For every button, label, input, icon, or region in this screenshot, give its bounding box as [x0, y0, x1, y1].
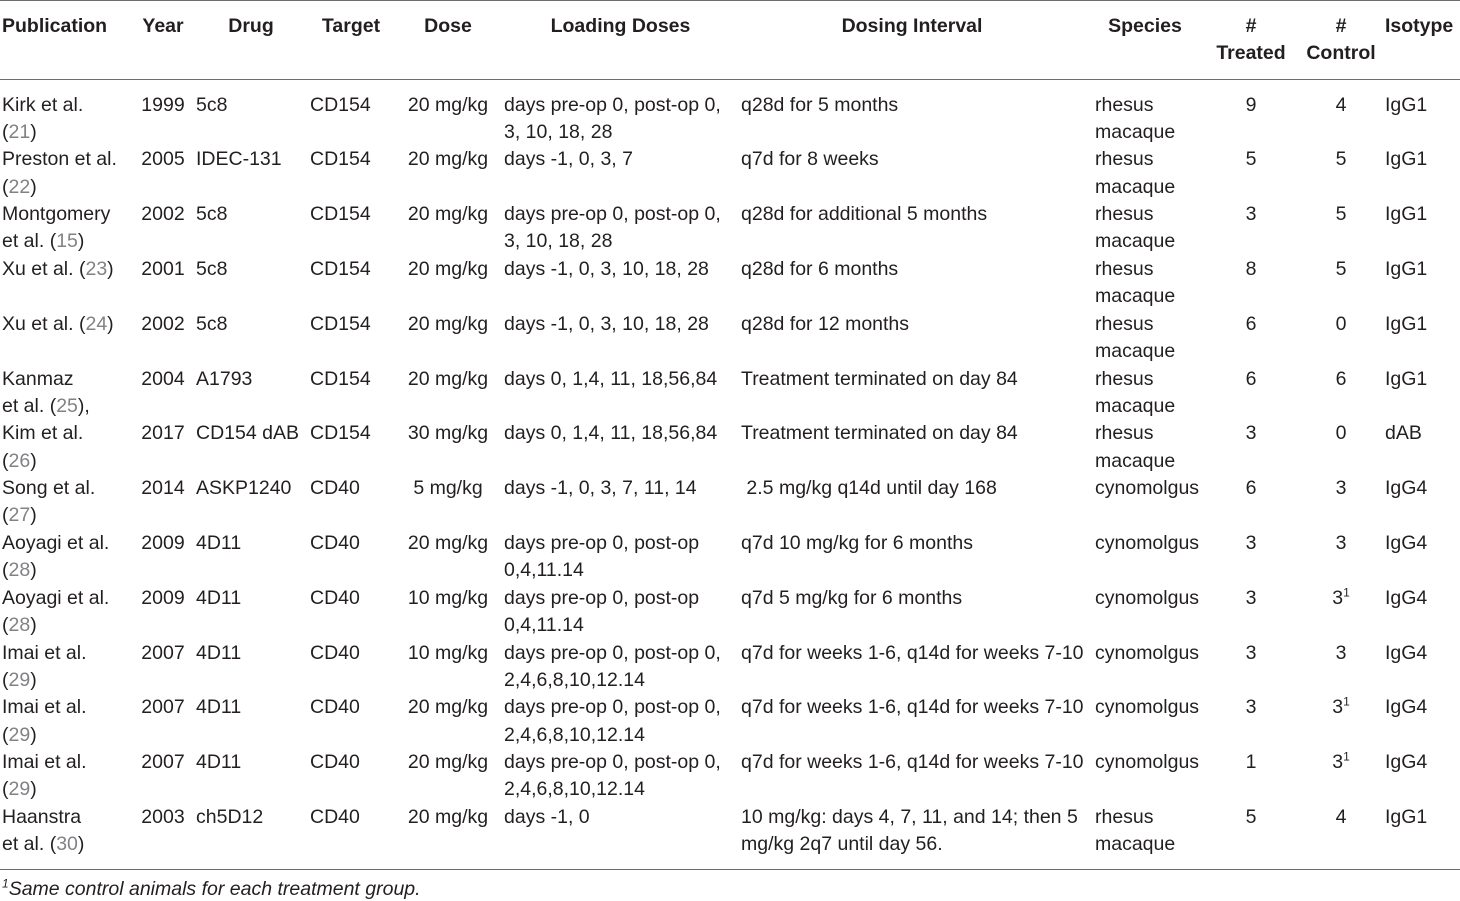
publication-prefix: ( [2, 449, 9, 472]
cell-isotype: IgG4 [1385, 531, 1428, 554]
control-count: 5 [1335, 257, 1347, 280]
publication-suffix: ) [30, 559, 37, 582]
cell-drug: 5c8 [196, 312, 228, 335]
reference-link[interactable]: 24 [85, 312, 108, 335]
cell-treated: 9 [1245, 93, 1257, 116]
publication-author: Preston et al. [2, 148, 117, 171]
cell-treated: 3 [1245, 203, 1257, 226]
cell-target: CD154 [310, 422, 371, 445]
cell-dosing-interval: q7d for 8 weeks [741, 148, 879, 171]
cell-species: cynomolgus [1095, 696, 1200, 719]
reference-link[interactable]: 27 [8, 504, 31, 527]
cell-isotype: IgG4 [1385, 641, 1428, 664]
header-species [1085, 1, 1205, 80]
publication-author: Kirk et al. [2, 93, 84, 116]
reference-link[interactable]: 23 [85, 257, 108, 280]
control-count: 4 [1335, 93, 1347, 116]
publication-prefix: ( [2, 175, 9, 198]
reference-link[interactable]: 22 [8, 175, 31, 198]
cell-target: CD154 [310, 257, 371, 280]
reference-link[interactable]: 29 [8, 723, 31, 746]
cell-drug: ch5D12 [194, 804, 308, 869]
publication-prefix: et al. ( [2, 394, 57, 417]
cell-isotype: IgG4 [1385, 477, 1428, 500]
publication-suffix: ) [107, 257, 114, 280]
cell-target: CD40 [308, 804, 394, 869]
cell-species: cynomolgus [1095, 586, 1200, 609]
publication-author: Imai et al. [2, 641, 87, 664]
cell-drug: CD154 dAB [196, 422, 299, 445]
cell-treated: 6 [1245, 367, 1257, 390]
header-isotype: Isotype [1385, 1, 1460, 80]
cell-species: rhesus macaque [1095, 312, 1176, 363]
cell-isotype: IgG1 [1385, 148, 1428, 171]
cell-loading-doses: days -1, 0, 3, 7, 11, 14 [504, 477, 697, 500]
cell-loading-doses: days 0, 1,4, 11, 18,56,84 [504, 367, 718, 390]
cell-target: CD40 [310, 586, 360, 609]
cell-loading-doses: days pre-op 0, post-op 0,4,11.14 [504, 586, 700, 637]
publication-author: Aoyagi et al. [2, 586, 110, 609]
cell-publication [0, 311, 132, 366]
cell-species: rhesus macaque [1085, 804, 1205, 869]
cell-dose: 20 mg/kg [407, 696, 489, 719]
cell-dose: 20 mg/kg [407, 312, 489, 335]
cell-publication [0, 201, 132, 256]
cell-dosing-interval: Treatment terminated on day 84 [741, 422, 1018, 445]
cell-publication [0, 640, 132, 695]
table-row [0, 311, 1460, 366]
cell-isotype: IgG4 [1385, 696, 1428, 719]
header-treated-line2: Treated [1216, 42, 1286, 65]
publication-author: Xu et al. ( [2, 312, 86, 335]
cell-control [1297, 530, 1385, 585]
cell-publication [0, 585, 132, 640]
cell-dose: 30 mg/kg [407, 422, 489, 445]
publication-suffix: ) [77, 230, 85, 253]
cell-drug: 4D11 [196, 751, 242, 774]
table-row [0, 749, 1460, 804]
cell-treated: 1 [1245, 751, 1257, 774]
header-row [0, 1, 1460, 80]
cell-dose: 20 mg/kg [407, 257, 489, 280]
cell-species: rhesus macaque [1095, 93, 1176, 143]
publication-suffix: ) [30, 614, 37, 637]
control-count: 6 [1335, 367, 1347, 390]
cell-dosing-interval: q28d for 6 months [741, 257, 899, 280]
cell-dosing-interval: 2.5 mg/kg q14d until day 168 [741, 477, 997, 500]
control-count: 3 [1335, 641, 1347, 664]
publication-prefix: ( [2, 120, 9, 143]
cell-species: cynomolgus [1095, 641, 1200, 664]
cell-treated: 3 [1245, 586, 1257, 609]
header-dosing-interval: Dosing Interval [739, 1, 1085, 80]
cell-drug: IDEC-131 [196, 148, 282, 171]
cell-species: cynomolgus [1095, 531, 1200, 554]
cell-year: 2001 [141, 257, 185, 280]
cell-publication [0, 694, 132, 749]
table-row [0, 475, 1460, 530]
cell-publication [0, 420, 132, 475]
publication-author: Xu et al. ( [2, 257, 86, 280]
publication-author: Song et al. [2, 477, 96, 500]
cell-loading-doses: days pre-op 0, post-op 0, 3, 10, 18, 28 [504, 93, 721, 143]
cell-species: rhesus macaque [1095, 257, 1176, 308]
cell-dosing-interval: q7d for weeks 1-6, q14d for weeks 7-10 [741, 641, 1084, 664]
cell-publication [0, 475, 132, 530]
cell-target: CD154 [310, 148, 371, 171]
header-loading-doses: Loading Doses [502, 1, 739, 80]
cell-drug: 4D11 [196, 641, 242, 664]
cell-treated: 6 [1245, 477, 1257, 500]
cell-target: CD40 [310, 696, 360, 719]
header-control-line1: # [1335, 15, 1347, 37]
control-count: 5 [1335, 203, 1347, 226]
publication-prefix: ( [2, 723, 9, 746]
table-row [0, 530, 1460, 585]
table-row [0, 201, 1460, 256]
reference-link[interactable]: 29 [8, 668, 31, 691]
publication-author: Montgomery [2, 203, 111, 226]
table-row [0, 420, 1460, 475]
cell-loading-doses: days -1, 0, 3, 7 [504, 148, 633, 171]
cell-loading-doses: days pre-op 0, post-op 0, 3, 10, 18, 28 [504, 203, 721, 253]
reference-link[interactable]: 21 [8, 120, 31, 143]
cell-loading-doses: days -1, 0, 3, 10, 18, 28 [504, 312, 709, 335]
cell-dosing-interval: 10 mg/kg: days 4, 7, 11, and 14; then 5 mg/kg 2q7 until day 56. [739, 804, 1085, 869]
table-row [0, 694, 1460, 749]
cell-loading-doses: days pre-op 0, post-op 0,4,11.14 [504, 531, 700, 582]
cell-drug: A1793 [196, 367, 253, 390]
control-count: 3 [1335, 477, 1347, 500]
reference-link[interactable]: 30 [56, 833, 78, 856]
control-footnote-marker: 1 [1343, 585, 1350, 600]
control-count: 3 [1335, 531, 1347, 554]
cell-year: 2004 [141, 367, 185, 390]
cell-control [1297, 585, 1385, 640]
header-target: Target [308, 1, 394, 80]
header-publication: Publication [0, 1, 132, 80]
cell-dose: 20 mg/kg [407, 531, 489, 554]
cell-isotype: IgG4 [1385, 751, 1428, 774]
publication-author: Aoyagi et al. [2, 531, 110, 554]
publication-prefix: ( [2, 614, 9, 637]
cell-year: 1999 [141, 93, 185, 116]
cell-dosing-interval: q28d for 5 months [741, 93, 899, 116]
cell-treated: 3 [1245, 641, 1257, 664]
control-count: 0 [1335, 422, 1347, 445]
cell-treated: 8 [1245, 257, 1257, 280]
control-count: 3 [1332, 586, 1344, 609]
cell-dose: 10 mg/kg [407, 641, 489, 664]
cell-control [1297, 640, 1385, 695]
cell-target: CD154 [310, 93, 371, 116]
cell-drug: 5c8 [196, 93, 228, 116]
header-drug: Drug [194, 1, 308, 80]
cell-isotype: IgG1 [1385, 257, 1428, 280]
reference-link[interactable]: 28 [8, 559, 31, 582]
cell-dose: 20 mg/kg [394, 804, 502, 869]
reference-link[interactable]: 25 [56, 394, 78, 417]
cell-drug: 4D11 [196, 696, 242, 719]
cell-treated: 3 [1245, 696, 1257, 719]
cell-species: cynomolgus [1095, 751, 1200, 774]
cell-treated: 6 [1245, 312, 1257, 335]
table-row [0, 256, 1460, 311]
cell-control [1297, 146, 1385, 201]
control-count: 5 [1335, 148, 1347, 171]
table-body [0, 79, 1460, 869]
cell-control [1297, 749, 1385, 804]
cell-loading-doses: days pre-op 0, post-op 0, 2,4,6,8,10,12.14 [504, 696, 721, 746]
cell-loading-doses: days pre-op 0, post-op 0, 2,4,6,8,10,12.14 [504, 751, 721, 801]
table-row [0, 79, 1460, 146]
cell-publication [0, 146, 132, 201]
control-count: 3 [1332, 696, 1344, 719]
cell-drug: 4D11 [196, 586, 242, 609]
publication-author: Imai et al. [2, 751, 87, 774]
cell-dose: 20 mg/kg [407, 148, 489, 171]
cell-species: rhesus macaque [1095, 148, 1176, 198]
cell-loading-doses: days -1, 0, 3, 10, 18, 28 [504, 257, 709, 280]
cell-control [1297, 420, 1385, 475]
cell-isotype: IgG1 [1385, 93, 1428, 116]
table-row [0, 146, 1460, 201]
control-footnote-marker: 1 [1343, 749, 1350, 764]
cell-target: CD154 [310, 203, 371, 226]
cell-isotype: IgG1 [1385, 312, 1428, 335]
publication-prefix: ( [2, 504, 9, 527]
cell-control [1297, 79, 1385, 146]
cell-publication [0, 79, 132, 146]
publication-author: Imai et al. [2, 696, 87, 719]
cell-publication [0, 366, 132, 421]
publication-suffix: ) [30, 668, 37, 691]
cell-drug: 5c8 [196, 203, 228, 226]
control-count: 0 [1335, 312, 1347, 335]
cell-target: CD154 [310, 367, 371, 390]
cell-loading-doses: days -1, 0 [502, 804, 739, 869]
publication-suffix: ) [107, 312, 114, 335]
cell-isotype: IgG1 [1385, 203, 1428, 226]
control-footnote-marker: 1 [1343, 694, 1350, 709]
reference-link[interactable]: 28 [8, 614, 31, 637]
publication-prefix: ( [2, 559, 9, 582]
cell-dose: 5 mg/kg [413, 477, 483, 500]
cell-year: 2007 [141, 751, 185, 774]
cell-year: 2002 [141, 312, 185, 335]
table-row [0, 585, 1460, 640]
control-count: 4 [1335, 805, 1347, 828]
cell-dosing-interval: q7d for weeks 1-6, q14d for weeks 7-10 [741, 696, 1084, 719]
publication-suffix: ) [77, 833, 85, 856]
cell-species: cynomolgus [1095, 477, 1200, 500]
cell-target: CD40 [310, 751, 360, 774]
publication-suffix: ) [30, 120, 37, 143]
cell-target: CD40 [310, 531, 360, 554]
cell-year: 2017 [141, 422, 185, 445]
publication-suffix: ) [30, 723, 37, 746]
cell-target: CD154 [310, 312, 371, 335]
cell-publication [0, 530, 132, 585]
cell-species: rhesus macaque [1095, 422, 1176, 472]
reference-link[interactable]: 26 [8, 449, 31, 472]
table-row [0, 366, 1460, 421]
cell-dosing-interval: q7d for weeks 1-6, q14d for weeks 7-10 [741, 751, 1084, 774]
publication-author: Kanmaz [2, 367, 74, 390]
cell-treated: 5 [1205, 804, 1297, 869]
cell-year: 2007 [141, 641, 185, 664]
cell-year: 2002 [141, 203, 185, 226]
publication-prefix: ( [2, 668, 9, 691]
cell-year: 2009 [141, 531, 185, 554]
publication-suffix: ) [30, 449, 37, 472]
control-count: 3 [1332, 751, 1344, 774]
footnote-marker: 1 [2, 876, 9, 891]
reference-link[interactable]: 29 [8, 778, 31, 801]
cell-year: 2007 [141, 696, 185, 719]
publication-suffix: ) [30, 778, 37, 801]
cell-drug: 5c8 [196, 257, 228, 280]
cell-year: 2009 [141, 586, 185, 609]
cell-loading-doses: days 0, 1,4, 11, 18,56,84 [504, 422, 718, 445]
cell-dosing-interval: q28d for additional 5 months [741, 203, 988, 226]
publication-suffix: ), [77, 394, 90, 417]
cell-treated: 3 [1245, 422, 1257, 445]
cell-dosing-interval: Treatment terminated on day 84 [741, 367, 1018, 390]
cell-dosing-interval: q28d for 12 months [741, 312, 910, 335]
cell-publication [0, 804, 132, 869]
cell-isotype: IgG1 [1385, 367, 1428, 390]
table-row [0, 804, 1460, 869]
cell-target: CD40 [310, 641, 360, 664]
cell-year: 2005 [141, 148, 185, 171]
header-dose: Dose [394, 1, 502, 80]
cell-publication [0, 749, 132, 804]
footnote [2, 878, 1460, 901]
footnote-text: Same control animals for each treatment group. [8, 877, 421, 900]
cell-dosing-interval: q7d 5 mg/kg for 6 months [741, 586, 963, 609]
publication-prefix: et al. ( [2, 833, 57, 856]
publication-prefix: et al. ( [2, 230, 57, 253]
publication-suffix: ) [30, 504, 37, 527]
cell-isotype: dAB [1385, 422, 1422, 445]
cell-isotype: IgG1 [1385, 804, 1460, 869]
cell-drug: 4D11 [196, 531, 242, 554]
reference-link[interactable]: 15 [56, 230, 78, 253]
cell-year: 2003 [132, 804, 194, 869]
cell-control [1297, 475, 1385, 530]
header-control [1297, 1, 1385, 80]
cell-dose: 20 mg/kg [407, 367, 489, 390]
header-control-line2: Control [1306, 42, 1376, 65]
cell-loading-doses: days pre-op 0, post-op 0, 2,4,6,8,10,12.14 [504, 641, 721, 691]
cell-control [1297, 311, 1385, 366]
publication-prefix: ( [2, 778, 9, 801]
cell-target: CD40 [310, 477, 360, 500]
table-row [0, 640, 1460, 695]
cell-treated: 5 [1245, 148, 1257, 171]
header-species-label: Species [1108, 15, 1182, 37]
header-treated-line1: # [1245, 15, 1257, 37]
cell-species: rhesus macaque [1095, 367, 1176, 417]
cell-dose: 20 mg/kg [407, 751, 489, 774]
cell-dose: 10 mg/kg [407, 586, 489, 609]
cell-control [1297, 804, 1385, 869]
cell-control [1297, 366, 1385, 421]
cell-year: 2014 [141, 477, 185, 500]
cell-publication [0, 256, 132, 311]
cell-drug: ASKP1240 [196, 477, 292, 500]
publication-author: Haanstra [2, 805, 82, 828]
cell-treated: 3 [1245, 531, 1257, 554]
cell-control [1297, 694, 1385, 749]
publication-suffix: ) [30, 175, 37, 198]
cell-species: rhesus macaque [1095, 203, 1176, 253]
cell-isotype: IgG4 [1385, 586, 1428, 609]
header-year: Year [132, 1, 194, 80]
cell-dosing-interval: q7d 10 mg/kg for 6 months [741, 531, 973, 554]
cell-dose: 20 mg/kg [407, 93, 489, 116]
header-treated [1205, 1, 1297, 80]
cell-control [1297, 201, 1385, 256]
cell-dose: 20 mg/kg [407, 203, 489, 226]
cell-control [1297, 256, 1385, 311]
publication-author: Kim et al. [2, 422, 84, 445]
